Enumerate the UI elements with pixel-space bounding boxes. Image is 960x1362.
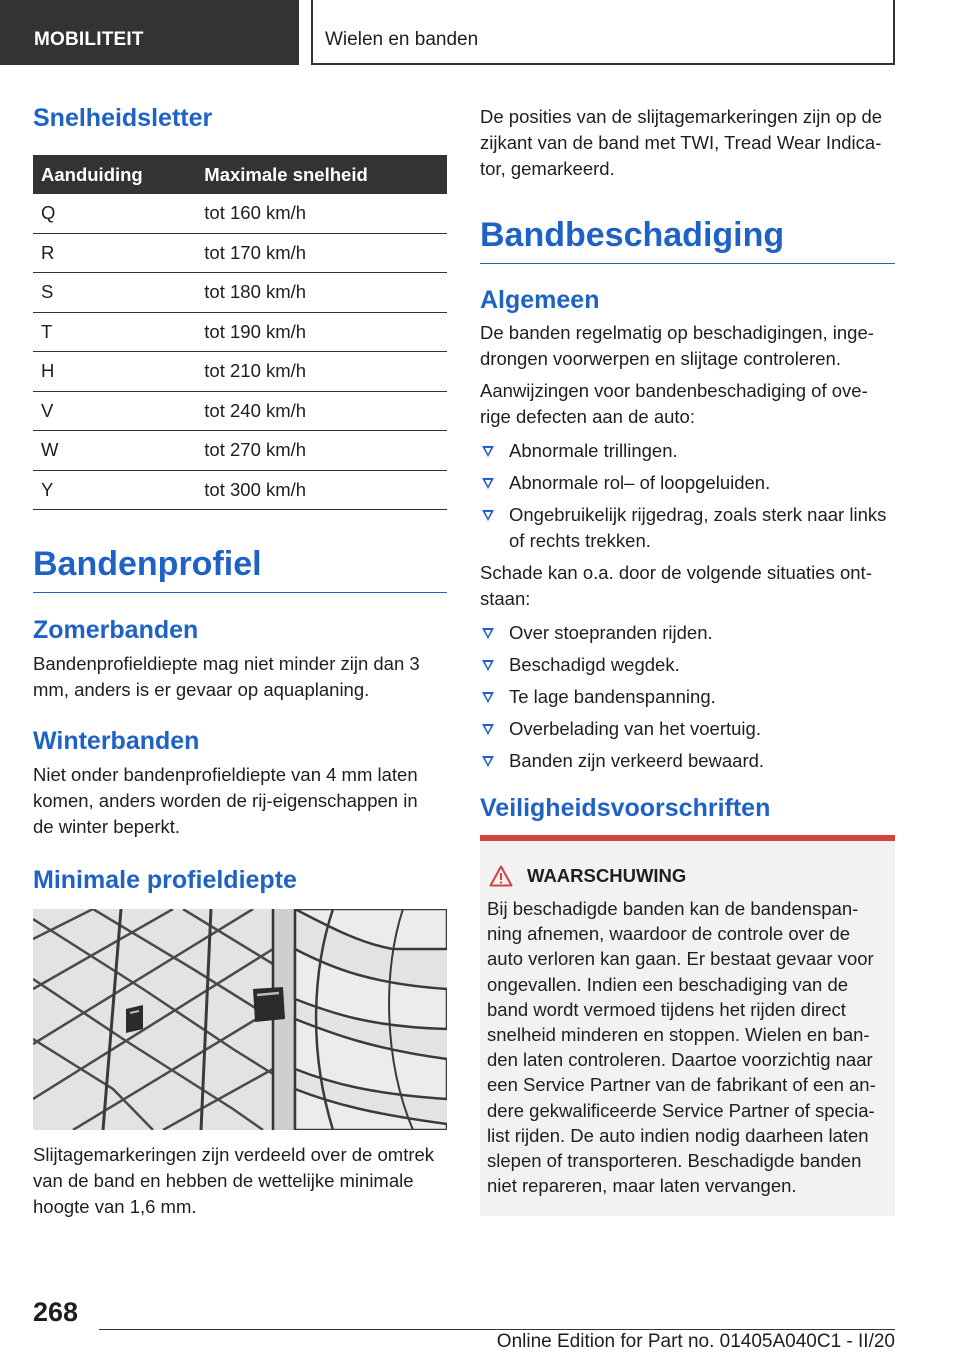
section-tab: MOBILITEIT (0, 0, 299, 65)
list-item: Over stoepranden rijden. (480, 620, 895, 646)
list-item: Ongebruikelijk rijgedrag, zoals sterk naar links of rechts trekken. (480, 502, 895, 554)
wear-indicator-icon (126, 1005, 143, 1033)
table-row (33, 312, 447, 352)
page-number: 268 (33, 1297, 79, 1327)
safety-heading: Veiligheidsvoorschriften (480, 794, 771, 822)
list-item: Abnormale rol– of loopgeluiden. (480, 470, 895, 496)
table-row (33, 233, 447, 273)
signs-list (480, 438, 895, 554)
damage-title: Bandbeschadiging (480, 216, 895, 264)
table-header-row (33, 155, 447, 194)
table-cell: tot 170 km/h (192, 233, 447, 273)
list-item: Abnormale trillingen. (480, 438, 895, 464)
signs-intro: Aanwijzingen voor bandenbeschadiging of ove-rige defecten aan de auto: (480, 380, 868, 427)
table-cell: tot 270 km/h (192, 431, 447, 471)
table-cell: T (33, 312, 192, 352)
table-cell: tot 300 km/h (192, 470, 447, 510)
right-column (480, 104, 895, 823)
table-cell: tot 160 km/h (192, 194, 447, 233)
bullet-triangle-icon (482, 446, 494, 457)
causes-list (480, 620, 895, 774)
winter-text: Niet onder bandenprofieldiepte van 4 mm laten komen, anders worden de rij-eigenschappen in de winter beperkt. (33, 764, 418, 837)
footer-divider (99, 1329, 895, 1330)
chapter-tab: Wielen en banden (311, 0, 895, 65)
bullet-triangle-icon (482, 510, 494, 521)
table-cell: Y (33, 470, 192, 510)
table-row (33, 352, 447, 392)
wear-indicator-icon (253, 987, 285, 1022)
winter-heading: Winterbanden (33, 727, 200, 755)
general-text: De banden regelmatig op beschadigingen, inge-drongen voorwerpen en slijtage controleren. (480, 322, 874, 369)
tire-tread-image (33, 909, 447, 1130)
tire-tread-illustration (33, 909, 447, 1130)
table-row (33, 470, 447, 510)
table-cell: tot 180 km/h (192, 273, 447, 313)
table-cell: tot 240 km/h (192, 391, 447, 431)
table-row (33, 194, 447, 233)
table-cell: H (33, 352, 192, 392)
warning-text: Bij beschadigde banden kan de bandenspan- ning afnemen, waardoor de controle over de auto verloren kan gaan. Er bestaat gevaar voor ongevallen. Indien een beschadiging van de band wordt vermoed tijdens het rijden direct snelheid minderen en stoppen. Wielen en ban- den laten controleren. Daartoe voorzichtig naar een Service Partner van de fabrikant of een an- dere gekwalificeerde Service Partner of specia- list rijden. De auto indien nodig daarheen laten slepen of transporteren. Beschadigde banden niet repareren, maar laten vervangen. (487, 898, 876, 1197)
table-cell: S (33, 273, 192, 313)
twi-text: De posities van de slijtagemarkeringen zijn op de zijkant van de band met TWI, Tread Wear Indica-tor, gemarkeerd. (480, 106, 883, 179)
profile-section (33, 545, 447, 895)
speed-heading: Snelheidsletter (33, 104, 213, 132)
list-item: Overbelading van het voertuig. (480, 716, 895, 742)
bullet-triangle-icon (482, 628, 494, 639)
table-row (33, 273, 447, 313)
general-heading: Algemeen (480, 286, 600, 314)
image-caption: Slijtagemarkeringen zijn verdeeld over de omtrek van de band en hebben de wettelijke minimale hoogte van 1,6 mm. (33, 1144, 435, 1217)
profile-title: Bandenprofiel (33, 545, 447, 593)
edition-text: Online Edition for Part no. 01405A040C1 - II/20 (496, 1331, 895, 1352)
column-header: Maximale snelheid (192, 155, 447, 194)
bullet-triangle-icon (482, 724, 494, 735)
bullet-triangle-icon (482, 756, 494, 767)
table-cell: tot 210 km/h (192, 352, 447, 392)
summer-text: Bandenprofieldiepte mag niet minder zijn dan 3 mm, anders is er gevaar op aquaplaning. (33, 653, 420, 700)
summer-heading: Zomerbanden (33, 616, 199, 644)
table-row (33, 431, 447, 471)
speed-section (33, 104, 447, 510)
warning-title (487, 865, 887, 887)
table-cell: V (33, 391, 192, 431)
warning-box (480, 835, 895, 1216)
list-item: Te lage bandenspanning. (480, 684, 895, 710)
min-depth-heading: Minimale profieldiepte (33, 866, 297, 894)
column-header: Aanduiding (33, 155, 192, 194)
bullet-triangle-icon (482, 478, 494, 489)
speed-table (33, 155, 447, 510)
bullet-triangle-icon (482, 692, 494, 703)
list-item: Beschadigd wegdek. (480, 652, 895, 678)
causes-intro: Schade kan o.a. door de volgende situaties ont-staan: (480, 562, 872, 609)
table-cell: tot 190 km/h (192, 312, 447, 352)
list-item: Banden zijn verkeerd bewaard. (480, 748, 895, 774)
table-cell: Q (33, 194, 192, 233)
warning-triangle-icon (489, 865, 513, 887)
table-row (33, 391, 447, 431)
table-cell: W (33, 431, 192, 471)
bullet-triangle-icon (482, 660, 494, 671)
warning-label: WAARSCHUWING (527, 865, 687, 886)
table-cell: R (33, 233, 192, 273)
